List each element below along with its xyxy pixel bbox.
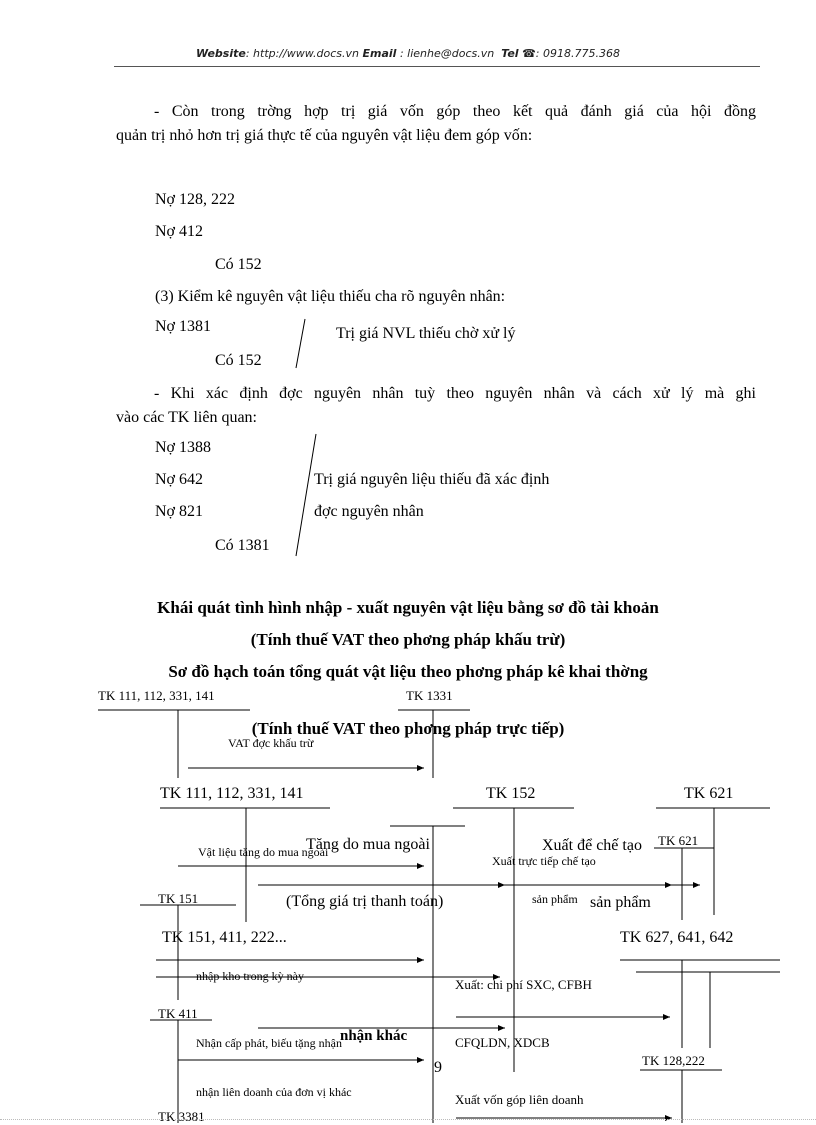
tk-621-small-label: TK 621 — [658, 833, 699, 848]
page-number: 9 — [434, 1059, 442, 1076]
nhap-kho-label: nhập kho trong kỳ này — [196, 969, 304, 983]
san-pham-big-label: sản phẩm — [590, 894, 651, 911]
nhan-khac-label: nhận khác — [340, 1028, 408, 1044]
paragraph-2-line-2: vào các TK liên quan: — [116, 409, 257, 426]
item-3: (3) Kiểm kê nguyên vật liệu thiếu cha rõ nguyên nhân: — [155, 288, 506, 305]
tk-627-label: TK 627, 641, 642 — [620, 929, 734, 946]
heading-4: (Tính thuế VAT theo phơng pháp trực tiếp) — [251, 719, 565, 738]
tk-111-big-label: TK 111, 112, 331, 141 — [160, 785, 304, 802]
cfqldn-label: CFQLDN, XDCB — [455, 1035, 550, 1050]
entry3-debit-3: Nợ 821 — [155, 503, 204, 520]
email-value[interactable]: : lienhe@docs.vn — [396, 47, 495, 60]
tk-152-label: TK 152 — [486, 785, 536, 802]
tk-128-label: TK 128,222 — [642, 1053, 705, 1068]
xuat-chi-phi-label: Xuất: chi phí SXC, CFBH — [455, 977, 592, 992]
email-label: Email — [362, 47, 397, 60]
san-pham-small-label: sản phẩm — [532, 892, 578, 906]
entry2-credit: Có 152 — [215, 352, 262, 369]
tk-411-label: TK 411 — [158, 1006, 198, 1021]
tk-111-small-label: TK 111, 112, 331, 141 — [98, 688, 215, 703]
entry1-credit: Có 152 — [215, 256, 262, 273]
tel-label: Tel — [501, 47, 519, 60]
nhan-lien-doanh-label: nhận liên doanh của đơn vị khác — [196, 1085, 352, 1099]
tk-151-small-label: TK 151 — [158, 891, 199, 906]
tk-151-big-label: TK 151, 411, 222... — [162, 929, 287, 946]
heading-2: (Tính thuế VAT theo phơng pháp khấu trừ) — [250, 630, 566, 649]
entry2-desc: Trị giá NVL thiếu chờ xử lý — [336, 325, 516, 342]
entry3-credit: Có 1381 — [215, 537, 270, 554]
tk-621-big-label: TK 621 — [684, 785, 734, 802]
entry1-debit-1: Nợ 128, 222 — [155, 191, 236, 208]
entry2-debit: Nợ 1381 — [155, 318, 212, 335]
tang-do-mua-label: Tăng do mua ngoài — [306, 836, 430, 853]
heading-3: Sơ đồ hạch toán tổng quát vật liệu theo phơng pháp kê khai thờng — [168, 662, 648, 681]
footer-rule — [0, 1119, 816, 1120]
xuat-truc-tiep-label: Xuất trực tiếp chế tạo — [492, 854, 596, 868]
entry3-debit-1: Nợ 1388 — [155, 439, 212, 456]
entry3-desc-2: đợc nguyên nhân — [314, 503, 424, 520]
entry3-debit-2: Nợ 642 — [155, 471, 204, 488]
website-value[interactable]: : http://www.docs.vn — [245, 47, 360, 60]
xuat-von-gop-label: Xuất vốn góp liên doanh — [455, 1092, 584, 1107]
xuat-che-tao-label: Xuất để chế tạo — [542, 837, 642, 854]
paragraph-1-line-1: - Còn trong trờng hợp trị giá vốn góp theo kết quả đánh giá của hội đồng — [154, 103, 756, 120]
entry1-debit-2: Nợ 412 — [155, 223, 204, 240]
paragraph-1-line-2: quản trị nhỏ hơn trị giá thực tế của nguyên vật liệu đem góp vốn: — [116, 127, 533, 144]
phone-icon: ☎ — [522, 47, 536, 60]
tk-1331-label: TK 1331 — [406, 688, 453, 703]
tel-value: : 0918.775.368 — [535, 47, 620, 60]
entry2-slash — [296, 319, 305, 368]
tk-3381-label: TK 3381 — [158, 1109, 205, 1124]
tong-gia-tri-label: (Tổng giá trị thanh toán) — [286, 893, 444, 910]
vl-tang-label: Vật liệu tăng do mua ngoài — [198, 845, 329, 859]
website-label: Website — [196, 47, 246, 60]
heading-1: Khái quát tình hình nhập - xuất nguyên vật liệu bằng sơ đồ tài khoản — [157, 598, 659, 617]
nhan-cap-phat-label: Nhận cấp phát, biếu tặng nhận — [196, 1036, 342, 1050]
entry3-desc-1: Trị giá nguyên liệu thiếu đã xác định — [314, 471, 550, 488]
paragraph-2-line-1: - Khi xác định đợc nguyên nhân tuỳ theo nguyên nhân và cách xử lý mà ghi — [154, 385, 756, 402]
entry3-slash — [296, 434, 316, 556]
vat-label: VAT đợc khấu trừ — [228, 736, 314, 750]
